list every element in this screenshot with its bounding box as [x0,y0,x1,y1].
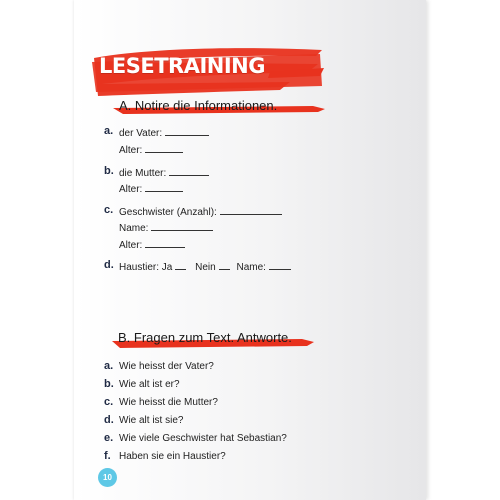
question-c-letter: c. [104,396,114,408]
question-b-letter: b. [104,378,114,390]
item-c-letter: c. [104,204,114,216]
mother-blank[interactable] [169,166,209,176]
item-b-row [119,166,209,179]
sibling-name-label: Name: [119,223,149,234]
siblings-blank[interactable] [220,205,282,215]
item-c-age-row [119,238,185,251]
question-f-letter: f. [104,450,111,462]
father-blank[interactable] [165,126,209,136]
question-e-text: Wie viele Geschwister hat Sebastian? [119,433,287,444]
father-age-label: Alter: [119,145,143,156]
section-a-heading-text: A. Notire die Informationen. [119,98,278,113]
pet-yes-blank[interactable] [175,260,186,270]
section-b-heading-text: B. Fragen zum Text. Antworte. [118,330,292,345]
pet-name-label: Name: [236,262,266,273]
page-title: LESETRAINING [99,54,265,78]
question-d-letter: d. [104,414,114,426]
siblings-label: Geschwister (Anzahl): [119,207,217,218]
item-a-letter: a. [104,125,114,137]
question-d-text: Wie alt ist sie? [119,415,184,426]
mother-age-label: Alter: [119,184,143,195]
page-number-badge: 10 [98,468,117,487]
item-a-row [119,126,209,139]
pet-no-blank[interactable] [219,260,230,270]
item-a-sub-row [119,143,183,156]
item-d-row [119,260,291,273]
section-b-heading [118,330,292,345]
question-c-text: Wie heisst die Mutter? [119,397,218,408]
section-a-heading [119,98,277,113]
father-label: der Vater: [119,128,163,139]
pet-name-blank[interactable] [269,260,291,270]
question-a-letter: a. [104,360,114,372]
question-a-text: Wie heisst der Vater? [119,361,214,372]
pet-no-label: Nein [195,262,216,273]
question-e-letter: e. [104,432,114,444]
item-c-name-row [119,221,213,234]
item-d-letter: d. [104,259,114,271]
sibling-age-blank[interactable] [145,238,185,248]
sibling-name-blank[interactable] [151,221,213,231]
item-c-row [119,205,282,218]
mother-age-blank[interactable] [145,182,183,192]
sibling-age-label: Alter: [119,240,143,251]
item-b-letter: b. [104,165,114,177]
father-age-blank[interactable] [145,143,183,153]
question-f-text: Haben sie ein Haustier? [119,451,226,462]
question-b-text: Wie alt ist er? [119,379,180,390]
item-b-sub-row [119,182,183,195]
pet-label: Haustier: Ja [119,262,173,273]
mother-label: die Mutter: [119,168,167,179]
